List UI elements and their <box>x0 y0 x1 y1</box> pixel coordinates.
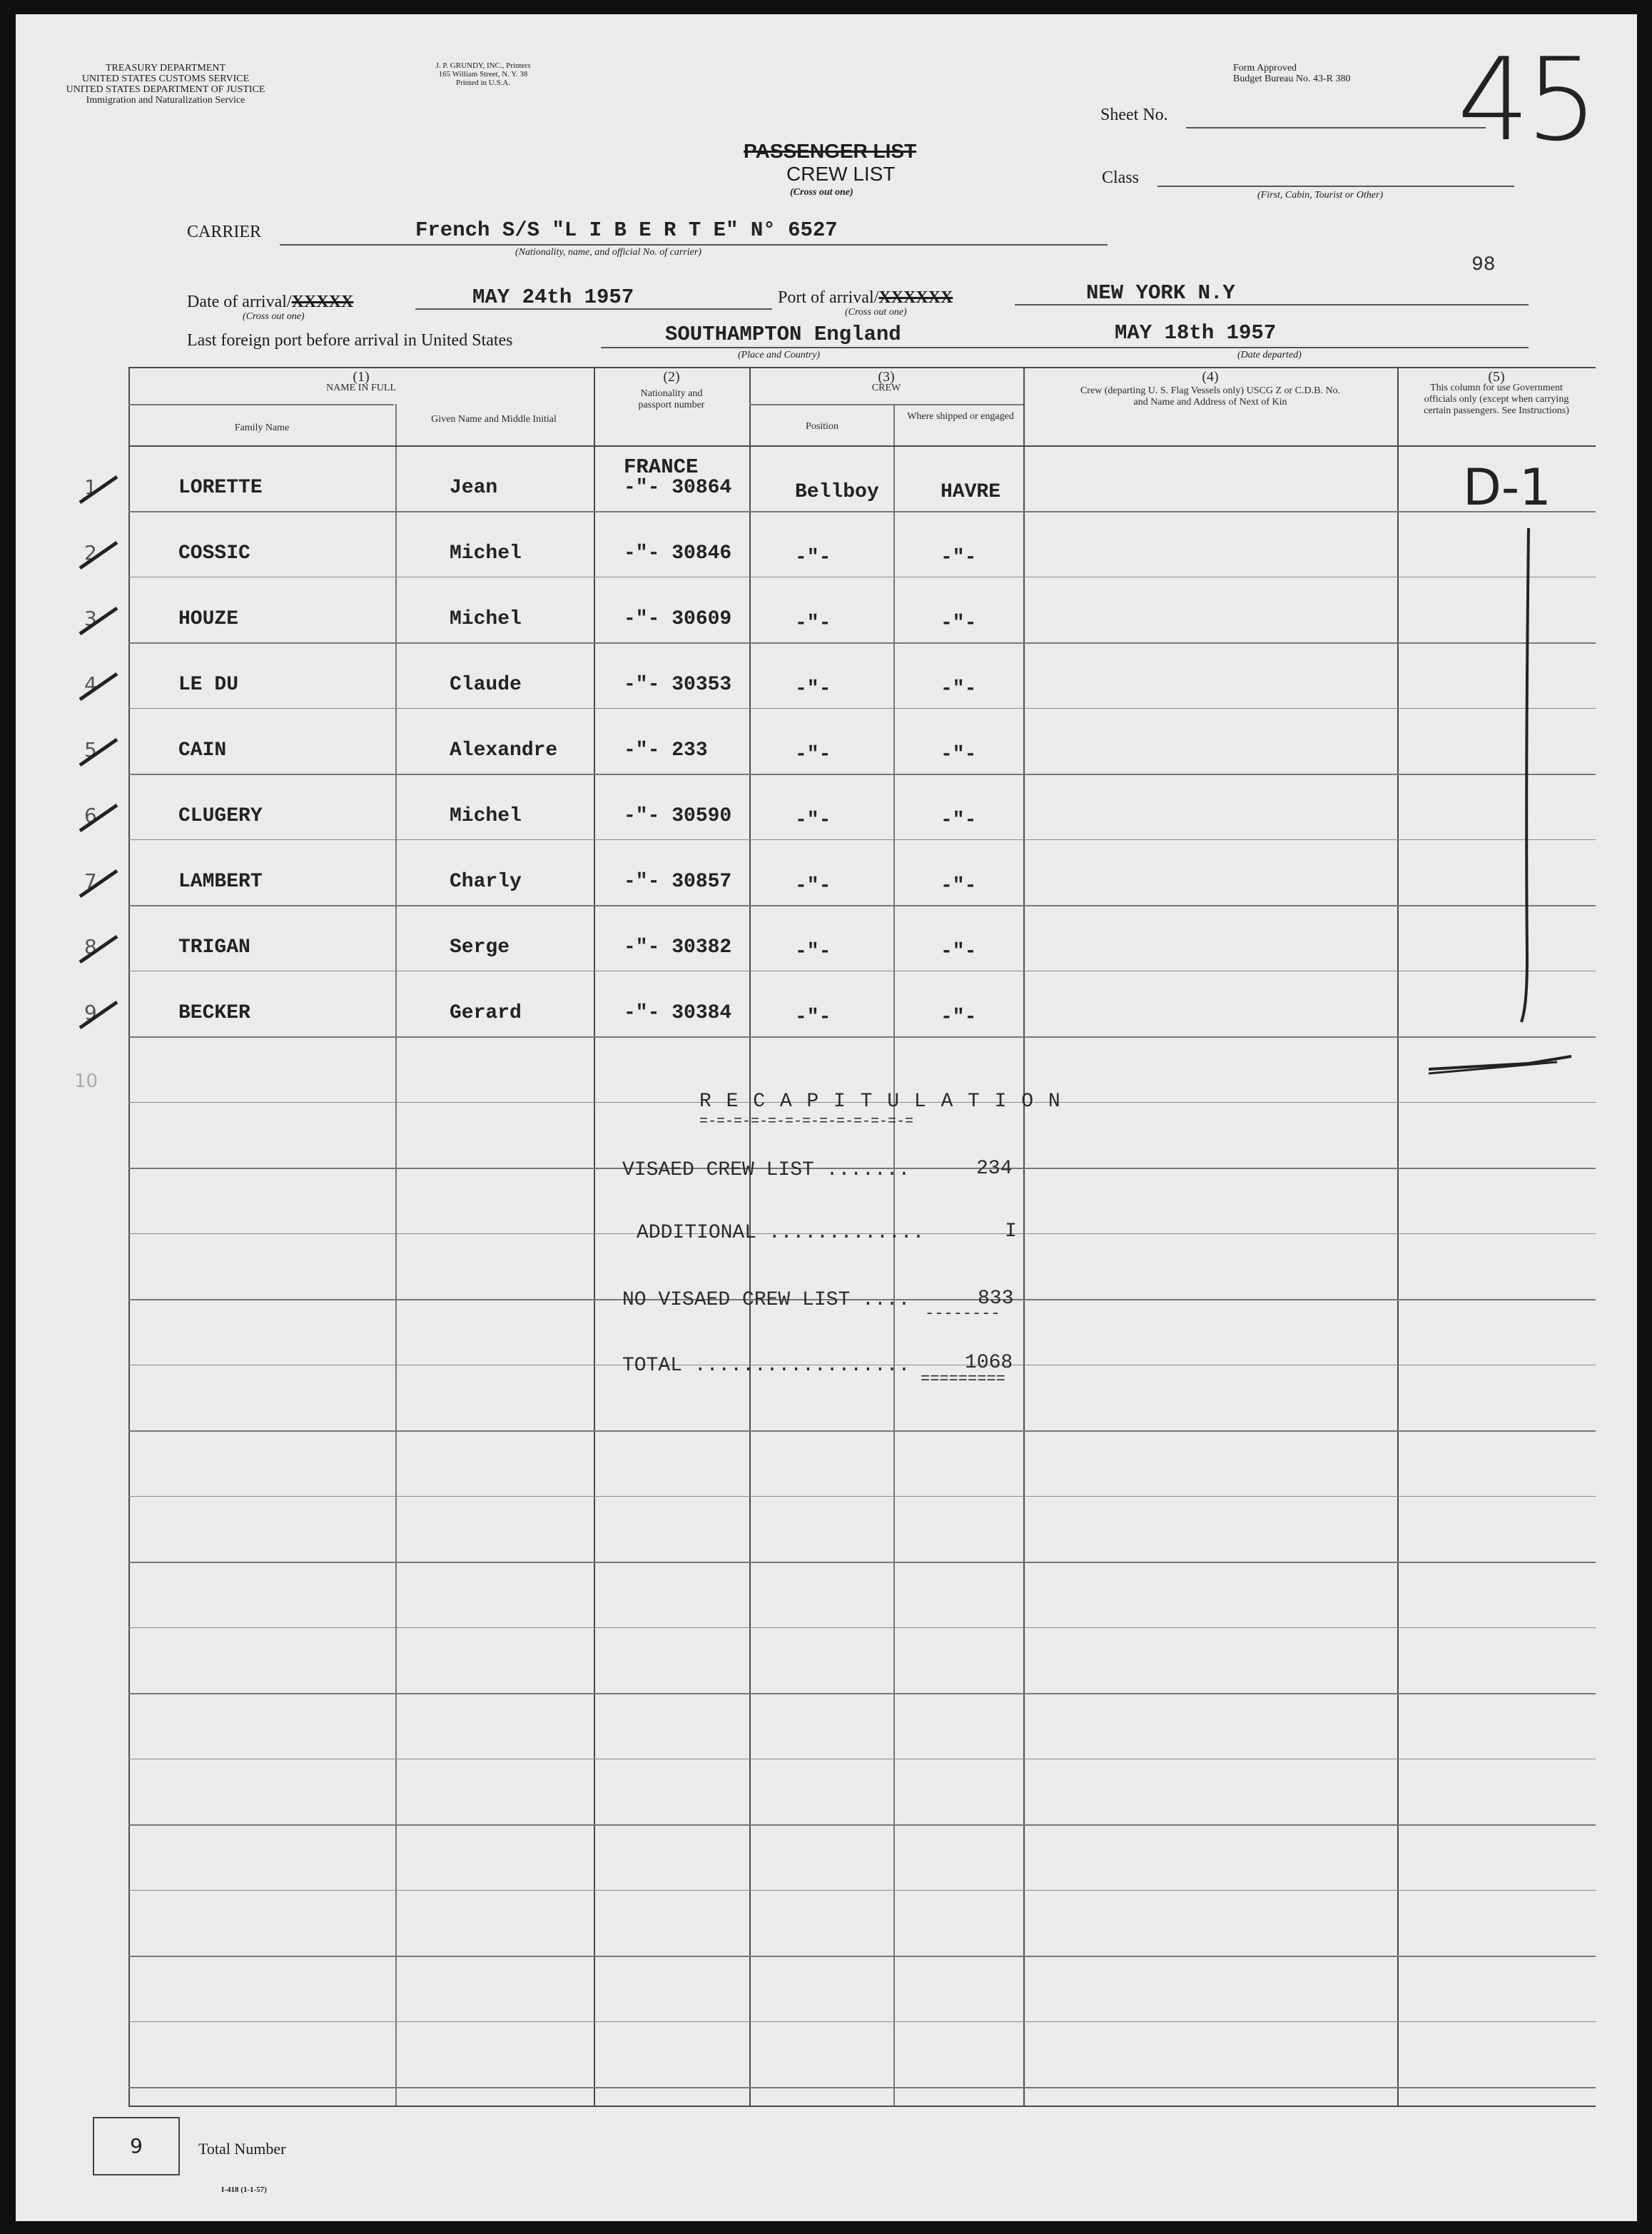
strike-mark-icon <box>74 801 124 837</box>
cell-passport: -"- 30857 <box>624 871 732 893</box>
cell-shipped: -"- <box>941 875 977 897</box>
arrival-port-caption: (Cross out one) <box>845 307 907 318</box>
date-departed-underline <box>1058 347 1529 348</box>
agency-line: TREASURY DEPARTMENT <box>105 63 226 74</box>
cell-position: -"- <box>795 547 831 569</box>
row-number: 5 <box>84 738 97 762</box>
carrier-underline <box>280 244 1108 246</box>
strike-mark-icon <box>74 604 124 640</box>
col3-shipped-header: Where shipped or engaged <box>907 411 1014 422</box>
recap-novisaed-label: NO VISAED CREW LIST .... <box>622 1289 911 1311</box>
recap-novisaed-value: 833 <box>978 1288 1014 1310</box>
strike-mark-icon <box>74 866 124 902</box>
header-bottom-line <box>128 445 1596 447</box>
table-row-line <box>128 642 1596 644</box>
class-underline <box>1157 186 1514 187</box>
row-number: 2 <box>84 541 97 565</box>
cell-position: -"- <box>795 678 831 700</box>
col1-header <box>128 371 594 394</box>
form-approved-block <box>1233 63 1350 84</box>
col4-header <box>1023 371 1397 408</box>
recap-additional-label: ADDITIONAL ............. <box>637 1222 925 1244</box>
col3-position-header: Position <box>806 421 838 432</box>
arrival-date-label <box>187 293 353 312</box>
sheet-underline <box>1186 127 1486 128</box>
passenger-list-struck <box>744 140 916 163</box>
table-left-border <box>128 367 130 2106</box>
list-type-caption: (Cross out one) <box>790 187 853 198</box>
col1-title: NAME IN FULL <box>326 383 396 393</box>
carrier-label: CARRIER <box>187 223 262 241</box>
date-departed-caption: (Date departed) <box>1237 350 1302 360</box>
strike-mark-icon <box>74 998 124 1033</box>
table-row-line <box>128 1824 1596 1826</box>
recap-visaed-value: 234 <box>976 1158 1013 1180</box>
sheet-number: 45 <box>1457 33 1594 166</box>
strike-mark-icon <box>74 472 124 508</box>
passenger-list-text: PASSENGER LIST <box>744 140 917 162</box>
col5-header <box>1397 371 1596 417</box>
table-row-line <box>128 839 1596 840</box>
row-number: 3 <box>84 607 97 630</box>
recap-dash-line: -------- <box>925 1305 1000 1323</box>
cell-position: -"- <box>795 612 831 635</box>
crew-list-form <box>16 14 1637 2221</box>
cell-family: LAMBERT <box>178 871 263 893</box>
cell-shipped: -"- <box>941 547 977 569</box>
cell-shipped: -"- <box>941 1006 977 1028</box>
agency-block <box>59 63 273 106</box>
sub-header-line-1 <box>128 404 394 405</box>
cell-nationality: FRANCE <box>624 455 699 479</box>
bracket-line-icon <box>1414 514 1600 1085</box>
cell-passport: -"- 233 <box>624 739 708 762</box>
cell-position: -"- <box>795 941 831 963</box>
recap-title: R E C A P I T U L A T I O N <box>699 1091 1062 1113</box>
col1-given-header: Given Name and Middle Initial <box>431 414 557 425</box>
agency-line: Immigration and Naturalization Service <box>86 95 245 106</box>
official-mark: D-1 <box>1463 458 1551 517</box>
table-row-line <box>128 1890 1596 1891</box>
row-number: 4 <box>84 672 97 696</box>
table-row-line <box>128 1956 1596 1957</box>
total-number-value: 9 <box>130 2134 143 2158</box>
strike-mark-icon <box>74 669 124 705</box>
last-port-caption: (Place and Country) <box>738 350 821 360</box>
last-port-label: Last foreign port before arrival in United States <box>187 331 513 350</box>
cell-shipped: -"- <box>941 678 977 700</box>
cell-given: Claude <box>450 674 522 696</box>
row-number: 7 <box>84 869 97 893</box>
cell-passport: -"- 30382 <box>624 936 732 959</box>
cell-passport: -"- 30353 <box>624 674 732 696</box>
sub-header-line-3 <box>749 404 1023 405</box>
cell-passport: -"- 30384 <box>624 1002 732 1024</box>
col1-number: (1) <box>353 369 370 385</box>
table-row-line <box>128 1036 1596 1038</box>
row-number: 6 <box>84 804 97 827</box>
table-row-line <box>128 1496 1596 1497</box>
table-top-border <box>128 367 1596 368</box>
cell-family: CLUGERY <box>178 805 263 827</box>
date-departed-value: MAY 18th 1957 <box>1115 321 1277 345</box>
side-number: 98 <box>1471 254 1496 276</box>
cell-position: -"- <box>795 809 831 832</box>
table-row-line <box>128 1693 1596 1694</box>
cell-position: Bellboy <box>795 481 879 503</box>
cell-shipped: -"- <box>941 744 977 766</box>
form-code: I-418 (1-1-57) <box>221 2185 267 2194</box>
last-port-value: SOUTHAMPTON England <box>665 323 901 346</box>
strike-mark-icon <box>74 735 124 771</box>
row-number: 9 <box>84 1001 97 1024</box>
col2-header <box>594 371 749 411</box>
recap-visaed-label: VISAED CREW LIST ....... <box>622 1159 911 1181</box>
cell-given: Michel <box>450 805 522 827</box>
cell-position: -"- <box>795 875 831 897</box>
col3-title: CREW <box>871 383 901 393</box>
total-number-box <box>93 2117 180 2175</box>
cell-passport: -"- 30864 <box>624 477 732 499</box>
table-row-line <box>128 1562 1596 1563</box>
agency-line: UNITED STATES DEPARTMENT OF JUSTICE <box>66 84 265 95</box>
table-row-line <box>128 1430 1596 1432</box>
row-number: 1 <box>84 475 97 499</box>
cell-family: CAIN <box>178 739 227 762</box>
recap-additional-value: I <box>1005 1220 1017 1243</box>
col2-number: (2) <box>663 369 680 385</box>
printer-line: J. P. GRUNDY, INC., Printers <box>435 61 531 70</box>
cell-position: -"- <box>795 744 831 766</box>
total-number-label: Total Number <box>198 2140 286 2158</box>
cell-given: Michel <box>450 542 522 565</box>
arrival-port-label-text: Port of arrival/ <box>778 288 879 307</box>
arrival-port-struck: XXXXXX <box>878 288 953 307</box>
col5-number: (5) <box>1488 369 1505 385</box>
row-number: 8 <box>84 935 97 959</box>
crew-list-title: CREW LIST <box>786 163 896 185</box>
table-row-line <box>128 511 1596 512</box>
col3-header <box>749 371 1023 394</box>
col-divider-family <box>395 404 397 2106</box>
class-caption: (First, Cabin, Tourist or Other) <box>1257 190 1384 201</box>
cell-family: LORETTE <box>178 477 263 499</box>
cell-family: COSSIC <box>178 542 250 565</box>
cell-passport: -"- 30609 <box>624 608 732 630</box>
cell-family: HOUZE <box>178 608 239 630</box>
recap-double-line: ========= <box>921 1370 1005 1388</box>
printer-line: Printed in U.S.A. <box>455 79 511 87</box>
class-label: Class <box>1102 168 1140 187</box>
col2-title: Nationality and passport number <box>638 388 705 410</box>
table-row-line <box>128 774 1596 775</box>
col5-title: This column for use Government officials only (except when carrying certain passengers. See Instructions) <box>1424 383 1569 416</box>
table-row-line <box>128 2087 1596 2088</box>
cell-passport: -"- 30846 <box>624 542 732 565</box>
table-bottom-border <box>128 2106 1596 2107</box>
cell-given: Alexandre <box>450 739 558 762</box>
cell-shipped: -"- <box>941 612 977 635</box>
strike-mark-icon <box>74 538 124 574</box>
extra-row-number: 10 <box>74 1071 98 1092</box>
col-divider-position <box>893 404 895 2106</box>
recap-total-label: TOTAL .................. <box>622 1355 911 1377</box>
col4-number: (4) <box>1202 369 1219 385</box>
cell-shipped: -"- <box>941 809 977 832</box>
col4-title: Crew (departing U. S. Flag Vessels only) USCG Z or C.D.B. No. and Name and Address of Next of Kin <box>1080 385 1341 408</box>
cell-shipped: HAVRE <box>941 481 1001 503</box>
last-port-underline <box>601 347 1058 348</box>
cell-shipped: -"- <box>941 941 977 963</box>
cell-family: LE DU <box>178 674 239 696</box>
col-divider-kin <box>1397 367 1399 2106</box>
arrival-port-label <box>778 288 953 308</box>
printer-line: 165 William Street, N. Y. 38 <box>438 70 528 79</box>
col-divider-crew <box>1023 367 1025 2106</box>
arrival-date-caption: (Cross out one) <box>243 311 305 322</box>
table-row-line <box>128 2021 1596 2022</box>
strike-mark-icon <box>74 932 124 968</box>
printer-block <box>394 61 572 87</box>
arrival-date-struck: XXXXX <box>291 293 354 311</box>
cell-passport: -"- 30590 <box>624 805 732 827</box>
col-divider-name <box>594 367 595 2106</box>
cell-given: Jean <box>450 477 498 499</box>
table-row-line <box>128 708 1596 709</box>
carrier-value: French S/S "L I B E R T E" N° 6527 <box>415 218 838 242</box>
cell-position: -"- <box>795 1006 831 1028</box>
cell-family: BECKER <box>178 1002 250 1024</box>
cell-given: Michel <box>450 608 522 630</box>
table-row-line <box>128 905 1596 906</box>
col1-family-header: Family Name <box>234 423 290 433</box>
arrival-date-label-text: Date of arrival/ <box>187 293 292 311</box>
sheet-label: Sheet No. <box>1100 106 1168 124</box>
recap-total-value: 1068 <box>965 1352 1013 1374</box>
arrival-date-value: MAY 24th 1957 <box>472 285 634 309</box>
carrier-caption: (Nationality, name, and official No. of carrier) <box>515 247 701 258</box>
cell-given: Charly <box>450 871 522 893</box>
recap-underline: =-=-=-=-=-=-=-=-=-=-=-=-= <box>699 1113 914 1130</box>
form-approved-line: Budget Bureau No. 43-R 380 <box>1233 74 1351 84</box>
cell-given: Serge <box>450 936 510 959</box>
cell-given: Gerard <box>450 1002 522 1024</box>
table-row-line <box>128 1627 1596 1628</box>
cell-family: TRIGAN <box>178 936 250 959</box>
form-approved-line: Form Approved <box>1233 63 1297 74</box>
col3-number: (3) <box>878 369 895 385</box>
arrival-port-value: NEW YORK N.Y <box>1086 281 1235 305</box>
agency-line: UNITED STATES CUSTOMS SERVICE <box>81 74 250 84</box>
